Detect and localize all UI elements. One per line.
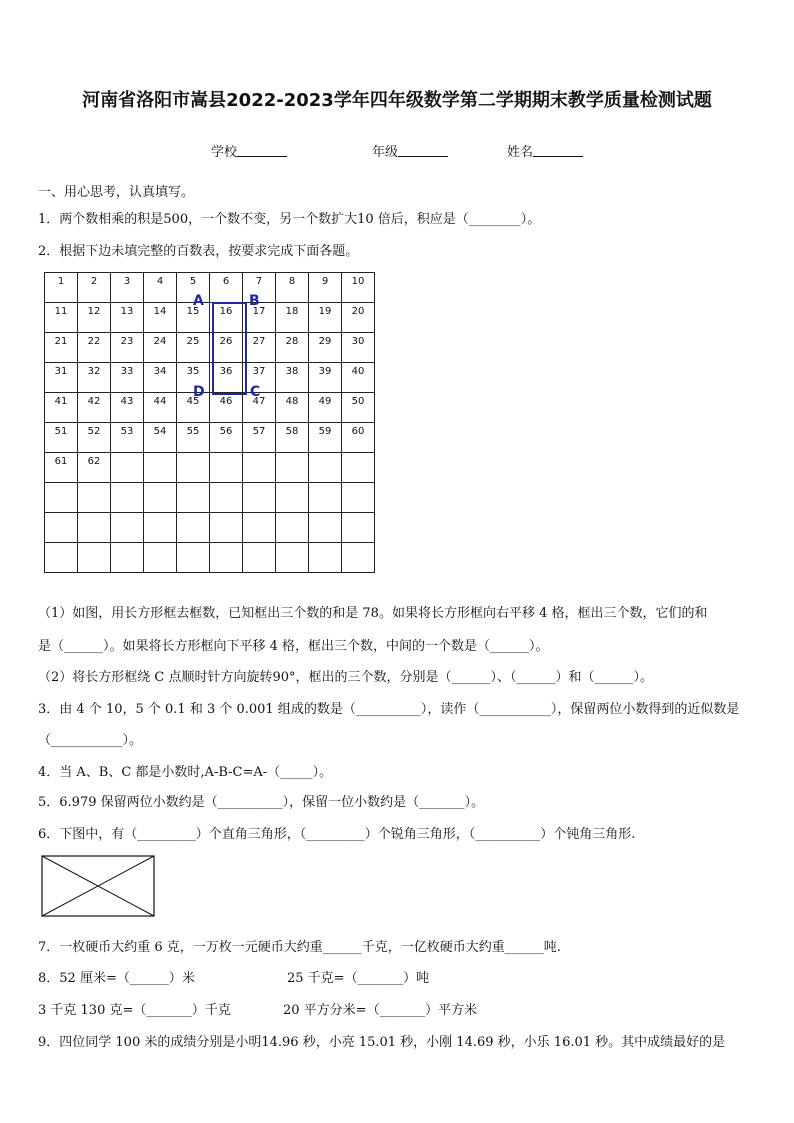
grid-row [45, 543, 375, 573]
grid-cell: 20 [342, 303, 375, 333]
grid-cell [342, 543, 375, 573]
grid-cell [45, 513, 78, 543]
question-8d: 20 平方分米=（_______）平方米 [283, 1003, 478, 1018]
name-field [507, 141, 583, 160]
question-2: 2．根据下边未填完整的百数表，按要求完成下面各题。 [38, 244, 359, 259]
grid-cell [342, 453, 375, 483]
grid-cell: 4 [144, 273, 177, 303]
rectangle-frame [212, 302, 247, 395]
grid-cell: 41 [45, 393, 78, 423]
grid-cell: 45 [177, 393, 210, 423]
grid-cell: 56 [210, 423, 243, 453]
grid-cell: 42 [78, 393, 111, 423]
grid-cell: 44 [144, 393, 177, 423]
corner-d: D [193, 384, 205, 400]
grid-cell [210, 543, 243, 573]
grid-cell: 31 [45, 363, 78, 393]
grid-cell: 49 [309, 393, 342, 423]
grid-cell: 61 [45, 453, 78, 483]
grid-cell: 46 [210, 393, 243, 423]
grid-cell [309, 543, 342, 573]
grid-cell: 21 [45, 333, 78, 363]
grid-cell: 33 [111, 363, 144, 393]
grid-cell [144, 483, 177, 513]
question-1: 1．两个数相乘的积是500，一个数不变，另一个数扩大10 倍后，积应是（________）。 [38, 212, 541, 227]
grid-cell: 50 [342, 393, 375, 423]
grid-cell: 24 [144, 333, 177, 363]
grid-cell [243, 453, 276, 483]
grid-cell [342, 513, 375, 543]
grid-row [45, 393, 375, 423]
hundred-chart-table [44, 272, 375, 573]
grade-blank[interactable] [398, 144, 448, 157]
grid-cell [309, 513, 342, 543]
grid-cell: 36 [210, 363, 243, 393]
grid-cell: 35 [177, 363, 210, 393]
grid-cell [144, 513, 177, 543]
school-field [211, 141, 287, 160]
grid-cell [243, 543, 276, 573]
grid-cell: 12 [78, 303, 111, 333]
grid-cell: 32 [78, 363, 111, 393]
grid-row [45, 363, 375, 393]
grid-cell: 40 [342, 363, 375, 393]
grid-row [45, 513, 375, 543]
grid-cell: 10 [342, 273, 375, 303]
grid-cell: 26 [210, 333, 243, 363]
question-6: 6．下图中，有（_________）个直角三角形，（_________）个锐角三角形，（__________）个钝角三角形. [38, 827, 636, 842]
grid-cell: 23 [111, 333, 144, 363]
grid-cell: 62 [78, 453, 111, 483]
grid-cell [177, 483, 210, 513]
grid-row [45, 423, 375, 453]
grid-cell [78, 543, 111, 573]
grid-cell: 9 [309, 273, 342, 303]
grid-cell: 27 [243, 333, 276, 363]
question-2-1-line-1: （1）如图，用长方形框去框数，已知框出三个数的和是 78。如果将长方形框向右平移 4 格，框出三个数，它们的和 [38, 606, 708, 621]
grade-label: 年级 [372, 145, 399, 160]
grid-cell: 48 [276, 393, 309, 423]
grid-cell [243, 513, 276, 543]
grid-cell: 13 [111, 303, 144, 333]
corner-b: B [249, 293, 260, 309]
grid-cell: 43 [111, 393, 144, 423]
school-label: 学校 [211, 145, 238, 160]
question-4: 4．当 A、B、C 都是小数时,A-B-C=A-（_____）。 [38, 765, 333, 780]
grid-cell [210, 483, 243, 513]
grid-cell: 47 [243, 393, 276, 423]
grid-cell [210, 513, 243, 543]
grid-row [45, 483, 375, 513]
grid-cell: 18 [276, 303, 309, 333]
grid-cell [243, 483, 276, 513]
grid-cell: 19 [309, 303, 342, 333]
grid-cell: 55 [177, 423, 210, 453]
grid-cell: 59 [309, 423, 342, 453]
grid-cell [111, 513, 144, 543]
corner-a: A [193, 293, 204, 309]
grid-cell: 34 [144, 363, 177, 393]
hundred-chart [44, 272, 375, 573]
grid-cell: 17 [243, 303, 276, 333]
grid-cell [78, 513, 111, 543]
grid-cell: 2 [78, 273, 111, 303]
grid-cell [210, 453, 243, 483]
grid-cell [342, 483, 375, 513]
grid-cell: 58 [276, 423, 309, 453]
grid-cell: 60 [342, 423, 375, 453]
name-blank[interactable] [533, 144, 583, 157]
grade-field [372, 141, 448, 160]
question-3-line-2: （___________）。 [38, 733, 143, 748]
grid-cell: 54 [144, 423, 177, 453]
grid-cell: 8 [276, 273, 309, 303]
question-9: 9．四位同学 100 米的成绩分别是小明14.96 秒，小亮 15.01 秒，小刚 14.69 秒，小乐 16.01 秒。其中成绩最好的是 [38, 1035, 726, 1050]
grid-cell [276, 513, 309, 543]
grid-cell [144, 543, 177, 573]
name-label: 姓名 [507, 145, 534, 160]
grid-cell: 22 [78, 333, 111, 363]
grid-cell: 15 [177, 303, 210, 333]
grid-cell [111, 543, 144, 573]
grid-cell [309, 453, 342, 483]
question-2-2: （2）将长方形框绕 C 点顺时针方向旋转90°，框出的三个数，分别是（______）、（______）和（______）。 [38, 670, 654, 685]
school-blank[interactable] [237, 144, 287, 157]
grid-cell [177, 453, 210, 483]
grid-cell [276, 483, 309, 513]
question-7: 7．一枚硬币大约重 6 克，一万枚一元硬币大约重______千克，一亿枚硬币大约重______吨. [38, 940, 561, 955]
grid-cell: 5 [177, 273, 210, 303]
grid-cell [45, 483, 78, 513]
grid-cell: 37 [243, 363, 276, 393]
grid-cell: 3 [111, 273, 144, 303]
question-8c: 3 千克 130 克=（_______）千克 [38, 1003, 231, 1018]
grid-cell: 16 [210, 303, 243, 333]
grid-cell: 39 [309, 363, 342, 393]
grid-cell: 7 [243, 273, 276, 303]
grid-cell: 6 [210, 273, 243, 303]
grid-cell [111, 453, 144, 483]
grid-cell [309, 483, 342, 513]
question-5: 5．6.979 保留两位小数约是（__________），保留一位小数约是（_______）。 [38, 795, 485, 810]
grid-cell: 28 [276, 333, 309, 363]
grid-cell: 14 [144, 303, 177, 333]
grid-cell [45, 543, 78, 573]
grid-cell: 1 [45, 273, 78, 303]
grid-cell: 51 [45, 423, 78, 453]
grid-cell [144, 453, 177, 483]
grid-cell [78, 483, 111, 513]
grid-cell: 29 [309, 333, 342, 363]
grid-cell [177, 513, 210, 543]
grid-row [45, 273, 375, 303]
grid-cell: 25 [177, 333, 210, 363]
grid-cell: 11 [45, 303, 78, 333]
grid-cell [276, 453, 309, 483]
grid-cell: 38 [276, 363, 309, 393]
question-2-1-line-2: 是（______）。如果将长方形框向下平移 4 格，框出三个数，中间的一个数是（______）。 [38, 639, 549, 654]
grid-row [45, 333, 375, 363]
question-8a: 8．52 厘米=（______）米 [38, 971, 195, 986]
grid-cell: 30 [342, 333, 375, 363]
question-3-line-1: 3．由 4 个 10，5 个 0.1 和 3 个 0.001 组成的数是（__________），读作（___________），保留两位小数得到的近似数是 [38, 702, 740, 717]
question-8b: 25 千克=（_______）吨 [287, 971, 430, 986]
grid-row [45, 453, 375, 483]
grid-cell: 52 [78, 423, 111, 453]
page-title: 河南省洛阳市嵩县2022-2023学年四年级数学第二学期期末教学质量检测试题 [82, 90, 712, 111]
grid-cell [111, 483, 144, 513]
section-heading: 一、用心思考，认真填写。 [38, 185, 195, 200]
rectangle-diagonals-figure [41, 855, 155, 921]
corner-c: C [250, 384, 261, 400]
grid-cell [177, 543, 210, 573]
grid-cell: 53 [111, 423, 144, 453]
grid-cell [276, 543, 309, 573]
grid-row [45, 303, 375, 333]
grid-cell: 57 [243, 423, 276, 453]
